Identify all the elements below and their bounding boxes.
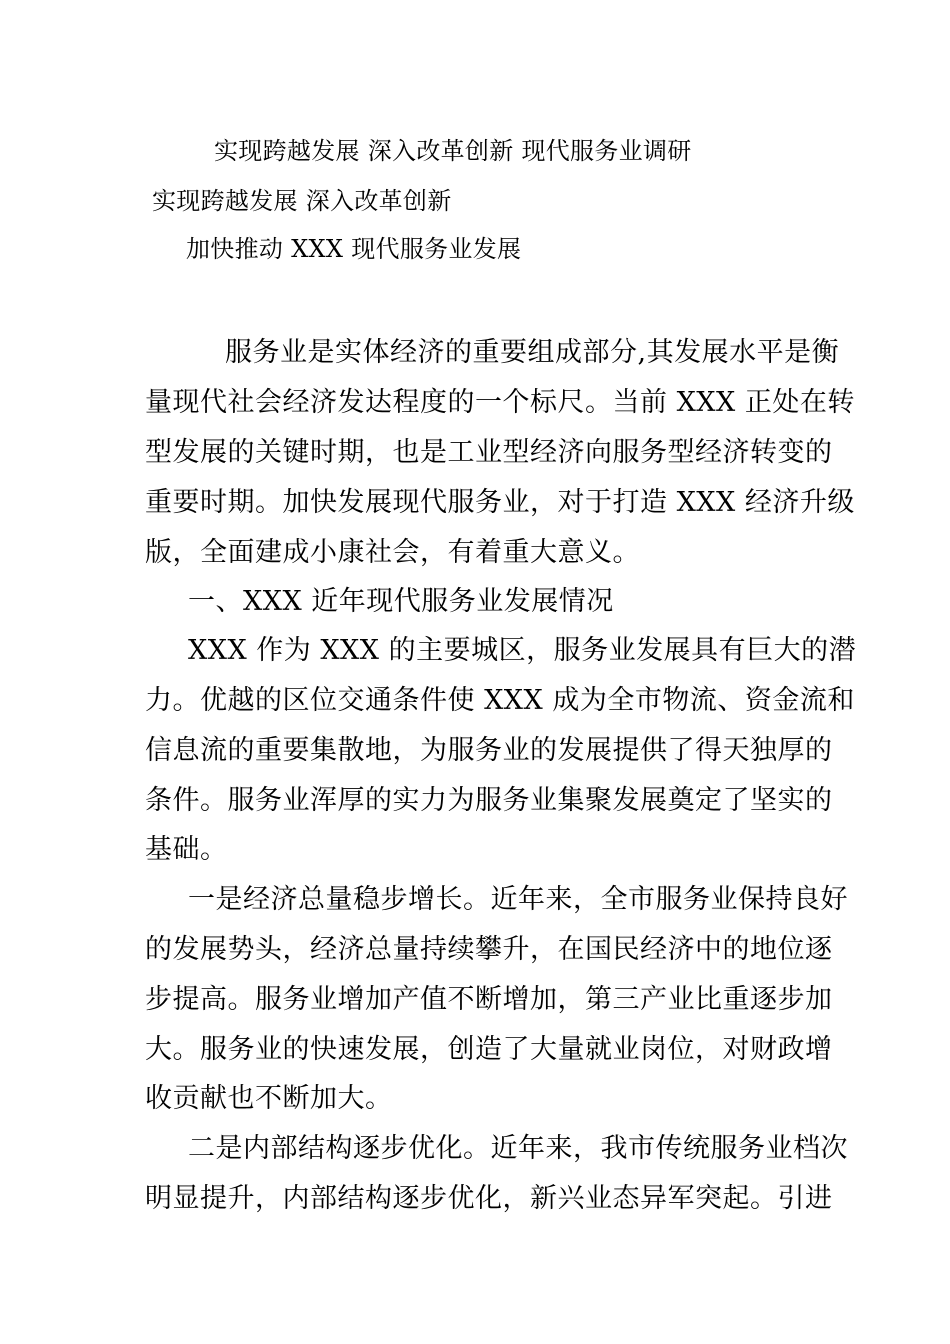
title-line-3: 加快推动 XXX 现代服务业发展 [186, 235, 522, 263]
paragraph-1-line-5: 版，全面建成小康社会，有着重大意义。 [145, 537, 640, 568]
title-line-2: 实现跨越发展 深入改革创新 [152, 187, 452, 215]
paragraph-1-line-3: 型发展的关键时期，也是工业型经济向服务型经济转变的 [145, 437, 833, 468]
paragraph-3-line-3: 步提高。服务业增加产值不断增加，第三产业比重逐步加 [145, 984, 833, 1015]
paragraph-1-line-2: 量现代社会经济发达程度的一个标尺。当前 XXX 正处在转 [145, 387, 855, 418]
paragraph-2-line-3: 信息流的重要集散地，为服务业的发展提供了得天独厚的 [145, 735, 833, 766]
paragraph-2-line-5: 基础。 [145, 834, 228, 865]
paragraph-2-line-2: 力。优越的区位交通条件使 XXX 成为全市物流、资金流和 [145, 685, 855, 716]
paragraph-1-line-4: 重要时期。加快发展现代服务业，对于打造 XXX 经济升级 [145, 487, 855, 518]
paragraph-3-line-2: 的发展势头，经济总量持续攀升，在国民经济中的地位逐 [145, 934, 833, 965]
paragraph-1-line-1: 服务业是实体经济的重要组成部分,其发展水平是衡 [225, 337, 840, 368]
paragraph-4-line-1: 二是内部结构逐步优化。近年来，我市传统服务业档次 [188, 1133, 848, 1164]
paragraph-3-line-5: 收贡献也不断加大。 [145, 1083, 393, 1114]
paragraph-3-line-4: 大。服务业的快速发展，创造了大量就业岗位，对财政增 [145, 1034, 833, 1065]
section-heading-1: 一、XXX 近年现代服务业发展情况 [188, 586, 614, 617]
paragraph-3-line-1: 一是经济总量稳步增长。近年来，全市服务业保持良好 [188, 884, 848, 915]
paragraph-2-line-4: 条件。服务业浑厚的实力为服务业集聚发展奠定了坚实的 [145, 785, 833, 816]
paragraph-2-line-1: XXX 作为 XXX 的主要城区，服务业发展具有巨大的潜 [188, 635, 857, 666]
paragraph-4-line-2: 明显提升，内部结构逐步优化，新兴业态异军突起。引进 [145, 1183, 833, 1214]
title-line-1: 实现跨越发展 深入改革创新 现代服务业调研 [214, 137, 692, 165]
